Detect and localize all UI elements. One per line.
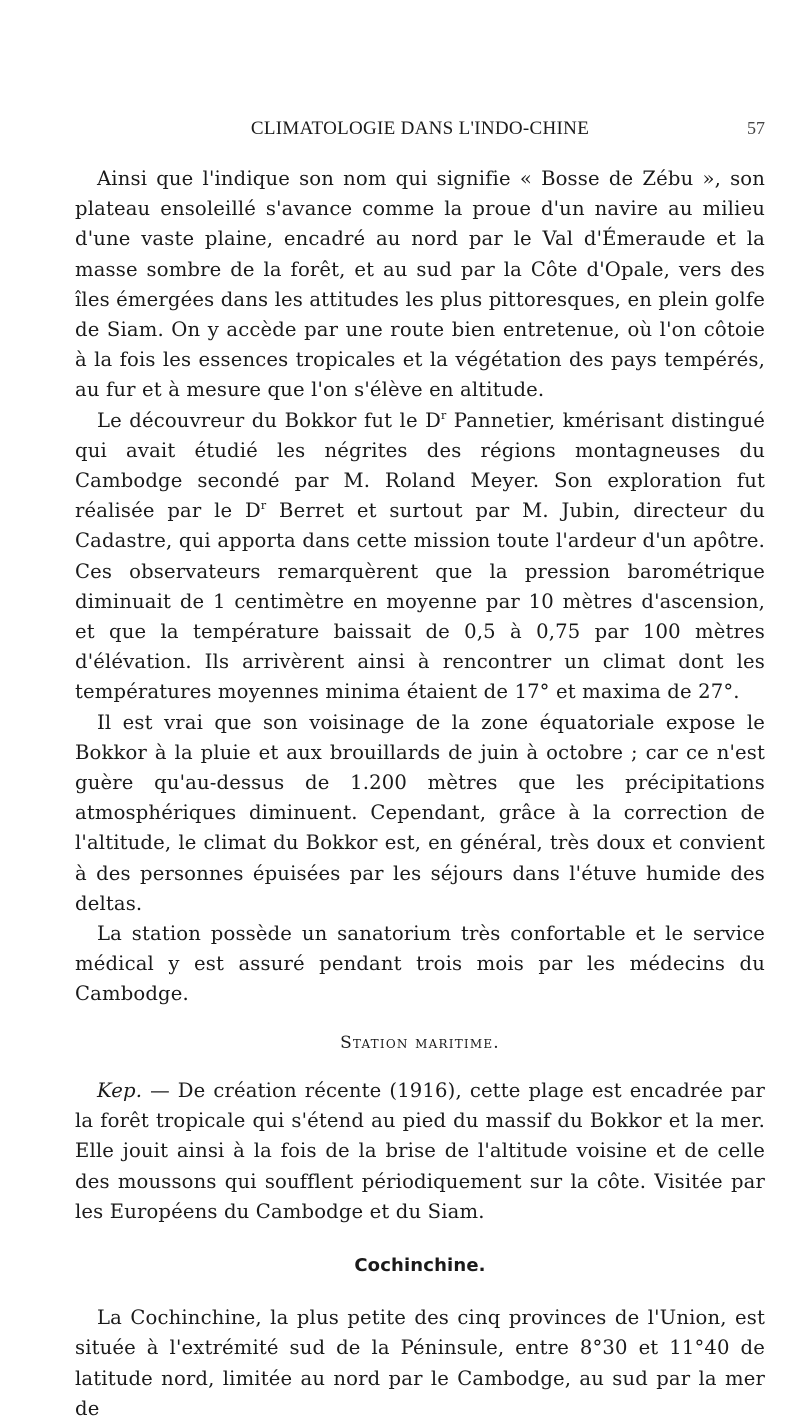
term-kep: Kep.: [97, 1078, 143, 1102]
running-header: [75, 118, 765, 148]
paragraph-bokkor-plateau: Ainsi que l'indique son nom qui signifie « Bosse de Zébu », son plateau ensoleillé s'avance comme la proue d'un navire au milieu d'une vaste plaine, encadré au nord par le Val d'Émeraude et la masse sombre de la forêt, et au sud par la Côte d'Opale, vers des îles émergées dans les attitudes les plus pittoresques, en plein golfe de Siam. On y accède par une route bien entretenue, où l'on côtoie à la fois les essences tropicales et la végétation des pays tempérés, au fur et à mesure que l'on s'élève en altitude.: [75, 167, 765, 402]
text-run: Pannetier, kmérisant distingué qui avait étudié les négrites des régions montagneuses du Cambodge secondé par M. Roland Meyer. Son exploration fut réalisée par le D: [75, 408, 765, 523]
section-heading-station-maritime: Station maritime.: [340, 1032, 500, 1053]
body-text: [75, 164, 765, 1424]
superscript: r: [260, 499, 267, 513]
running-title: CLIMATOLOGIE DANS L'INDO-CHINE: [250, 118, 590, 139]
page-number: 57: [747, 118, 765, 138]
subsection-heading-cochinchine: Cochinchine.: [354, 1254, 486, 1276]
paragraph-bokkor-discovery: [75, 406, 765, 708]
paragraph-cochinchine: La Cochinchine, la plus petite des cinq provinces de l'Union, est située à l'extrémité sud de la Péninsule, entre 8°30 et 11°40 de latitude nord, limitée au nord par le Cambodge, au sud par la mer de: [75, 1306, 765, 1420]
paragraph-sanatorium: La station possède un sanatorium très confortable et le service médical y est assuré pendant trois mois par les médecins du Cambodge.: [75, 922, 765, 1006]
paragraph-kep: [75, 1076, 765, 1227]
text-run: — De création récente (1916), cette plage est encadrée par la forêt tropicale qui s'étend au pied du massif du Bokkor et la mer. Elle jouit ainsi à la fois de la brise de l'altitude voisine et de celle des moussons qui soufflent périodiquement sur la côte. Visitée par les Européens du Cambodge et du Siam.: [75, 1078, 765, 1223]
paragraph-bokkor-climate: Il est vrai que son voisinage de la zone équatoriale expose le Bokkor à la pluie et aux brouillards de juin à octobre ; car ce n'est guère qu'au-dessus de 1.200 mètres que les précipitations atmosphériques diminuent. Cependant, grâce à la correction de l'altitude, le climat du Bokkor est, en général, très doux et convient à des personnes épuisées par les séjours dans l'étuve humide des deltas.: [75, 710, 765, 915]
text-run: Berret et surtout par M. Jubin, directeur du Cadastre, qui apporta dans cette mission toute l'ardeur d'un apôtre. Ces observateurs remarquèrent que la pression barométrique diminuait de 1 centimètre en moyenne par 10 mètres d'ascension, et que la température baissait de 0,5 à 0,75 par 100 mètres d'élévation. Ils arrivèrent ainsi à rencontrer un climat dont les températures moyennes minima étaient de 17° et maxima de 27°.: [75, 499, 765, 704]
text-run: Le découvreur du Bokkor fut le D: [97, 408, 441, 432]
superscript: r: [440, 408, 447, 422]
